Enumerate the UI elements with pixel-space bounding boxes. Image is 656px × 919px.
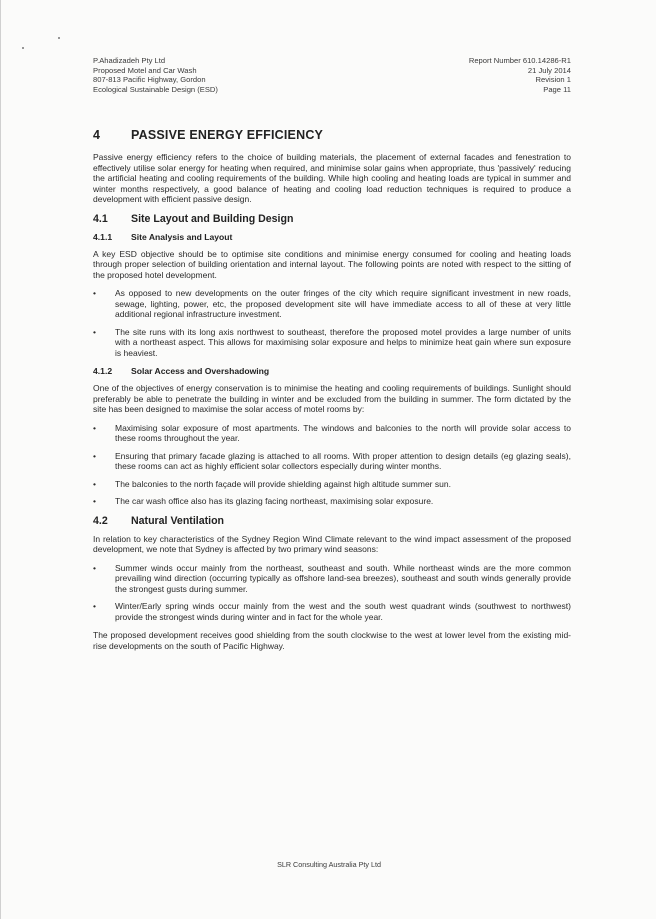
subsubsection-number: 4.1.2 <box>93 366 113 376</box>
paragraph: In relation to key characteristics of the Sydney Region Wind Climate relevant to the wind impact assessment of the proposed development, we note that Sydney is affected by two primary wind seasons: <box>93 533 571 554</box>
header-left <box>93 56 218 94</box>
subsubsection-title: Solar Access and Overshadowing <box>131 366 270 376</box>
section-title: PASSIVE ENERGY EFFICIENCY <box>131 128 324 142</box>
header-right <box>469 56 571 94</box>
subsection-number: 4.2 <box>93 514 108 527</box>
list-item: • Maximising solar exposure of most apartments. The windows and balconies to the north will provide solar access to these rooms throughout the year. <box>93 423 571 444</box>
page-footer: SLR Consulting Australia Pty Ltd <box>277 860 381 869</box>
header-company: P.Ahadizadeh Pty Ltd <box>93 56 166 65</box>
header-address: 807-813 Pacific Highway, Gordon <box>93 75 206 85</box>
subsection-title: Natural Ventilation <box>131 514 225 527</box>
list-item: • The site runs with its long axis northwest to southeast, therefore the proposed motel provides a large number of units with a northeast aspect. This allows for maximising solar exposure and helps to minimize heat gain where sun exposure is heaviest. <box>93 327 571 359</box>
subsection-heading <box>93 213 571 225</box>
header-date: 21 July 2014 <box>527 65 571 75</box>
list-item: • Winter/Early spring winds occur mainly from the west and the south west quadrant winds (southwest to northwest) provide the strongest winds during winter and in fact for the whole year. <box>93 601 571 622</box>
section-number: 4 <box>93 128 101 142</box>
subsubsection-heading <box>93 366 571 376</box>
paragraph: The proposed development receives good shielding from the south clockwise to the west at lower level from the existing mid-rise developments on the south of Pacific Highway. <box>93 630 571 651</box>
section-heading <box>93 128 571 142</box>
bullet-list <box>93 563 571 623</box>
list-item: • As opposed to new developments on the outer fringes of the city which require significant investment in new roads, sewage, lighting, power, etc, the proposed development site will have immediate access to all of these at very little additional regional infrastructure investment. <box>93 288 571 320</box>
paragraph: A key ESD objective should be to optimise site conditions and minimise energy consumed for cooling and heating loads through proper selection of building orientation and internal layout. The following points are noted with respect to the sitting of the proposed hotel development. <box>93 248 571 280</box>
header-report-type: Ecological Sustainable Design (ESD) <box>93 84 218 94</box>
scan-speck <box>58 37 60 39</box>
subsubsection-heading <box>93 232 571 242</box>
subsection-title: Site Layout and Building Design <box>131 212 294 225</box>
header-project: Proposed Motel and Car Wash <box>93 65 197 75</box>
subsubsection-title: Site Analysis and Layout <box>131 231 233 242</box>
paragraph: One of the objectives of energy conservation is to minimise the heating and cooling requirements of buildings. Sunlight should preferably be able to penetrate the building in winter and be excluded from the building in summer. The form dictated by the site has been designed to maximise the solar access of motel rooms by: <box>93 383 571 414</box>
list-item: • Summer winds occur mainly from the northeast, southeast and south. While northeast winds are the more common prevailing wind direction (occurring typically as offshore land-sea breezes), southeast and south winds generally provide the strongest gusts during summer. <box>93 563 571 595</box>
bullet-list <box>93 423 571 507</box>
header-revision: Revision 1 <box>535 75 571 85</box>
scan-speck <box>22 47 24 49</box>
header-report-number: Report Number 610.14286-R1 <box>468 56 571 65</box>
header-page-number: Page 11 <box>543 84 571 94</box>
section-intro: Passive energy efficiency refers to the choice of building materials, the placement of external facades and fenestration to effectively utilise solar energy for heating when required, and minimise solar gains when appropriate, thus 'passively' reducing the artificial heating and cooling requirements of the building. While high cooling and heating loads are typical in summer and winter months respectively, a good balance of heating and cooling load reduction techniques is required to produce a development with efficient passive design. <box>93 152 571 204</box>
bullet-list <box>93 288 571 358</box>
list-item: • The car wash office also has its glazing facing northeast, maximising solar exposure. <box>93 496 571 507</box>
page-content <box>93 128 571 659</box>
list-item: • Ensuring that primary facade glazing is attached to all rooms. With proper attention to design details (eg glazing seals), these rooms can act as highly efficient solar collectors especially during winter months. <box>93 451 571 472</box>
subsection-number: 4.1 <box>93 212 108 225</box>
subsubsection-number: 4.1.1 <box>93 231 113 242</box>
list-item: • The balconies to the north façade will provide shielding against high altitude summer sun. <box>93 479 571 490</box>
subsection-heading <box>93 515 571 527</box>
